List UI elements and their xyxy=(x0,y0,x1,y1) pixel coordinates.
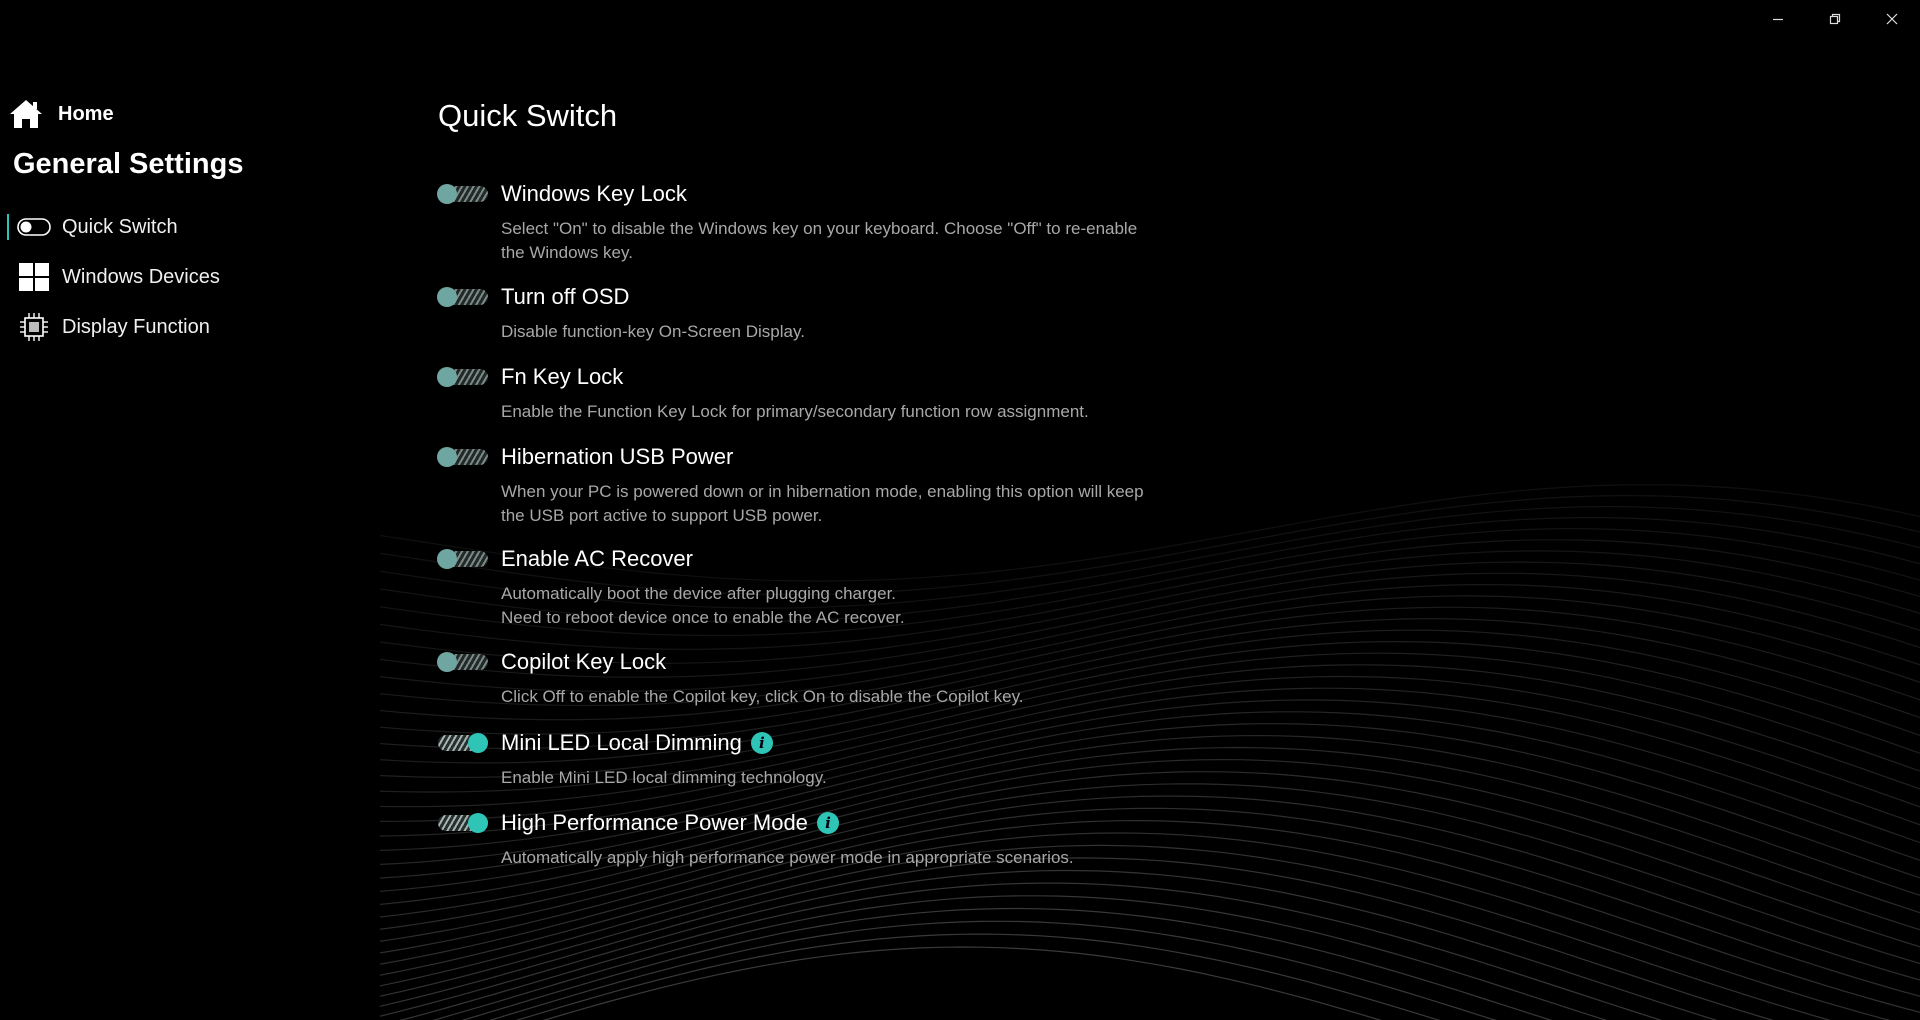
setting-title: Copilot Key Lock xyxy=(501,649,667,674)
setting-description: Click Off to enable the Copilot key, click On to disable the Copilot key. xyxy=(501,687,1024,706)
setting-title: Fn Key Lock xyxy=(501,364,624,389)
setting-description: Enable the Function Key Lock for primary/secondary function row assignment. xyxy=(501,402,1089,421)
setting-description: Select "On" to disable the Windows key on your keyboard. Choose "Off" to re-enable the Windows key. xyxy=(501,219,1138,262)
setting-title: Turn off OSD xyxy=(501,284,630,309)
sidebar-item-display-function[interactable] xyxy=(0,302,400,352)
sidebar-item-quick-switch[interactable] xyxy=(0,202,400,252)
info-icon[interactable]: i xyxy=(817,812,839,834)
fn-key-lock-toggle[interactable] xyxy=(438,369,488,385)
setting-high-performance-power-mode xyxy=(438,808,1198,870)
home-label: Home xyxy=(58,102,114,125)
setting-turn-off-osd xyxy=(438,282,1198,344)
close-icon xyxy=(1886,13,1898,25)
hibernation-usb-power-toggle[interactable] xyxy=(438,449,488,465)
windows-icon xyxy=(17,263,51,291)
high-performance-power-mode-toggle[interactable] xyxy=(438,815,488,831)
setting-title: Windows Key Lock xyxy=(501,181,687,206)
home-icon xyxy=(8,98,44,130)
setting-description: Enable Mini LED local dimming technology. xyxy=(501,768,827,787)
chip-icon xyxy=(17,313,51,341)
setting-title: Enable AC Recover xyxy=(501,546,693,571)
sidebar xyxy=(0,0,400,1020)
minimize-icon xyxy=(1772,13,1784,25)
mini-led-local-dimming-toggle[interactable] xyxy=(438,735,488,751)
setting-windows-key-lock xyxy=(438,179,1198,265)
setting-mini-led-local-dimming xyxy=(438,728,1198,790)
enable-ac-recover-toggle[interactable] xyxy=(438,551,488,567)
sidebar-item-label: Windows Devices xyxy=(62,265,220,288)
setting-enable-ac-recover xyxy=(438,544,1198,630)
setting-description: Automatically apply high performance power mode in appropriate scenarios. xyxy=(501,848,1074,867)
copilot-key-lock-toggle[interactable] xyxy=(438,654,488,670)
restore-button[interactable] xyxy=(1806,0,1863,38)
minimize-button[interactable] xyxy=(1749,0,1806,38)
section-title: General Settings xyxy=(13,148,244,180)
setting-hibernation-usb-power xyxy=(438,442,1198,528)
sidebar-item-label: Quick Switch xyxy=(62,215,178,238)
setting-title: Mini LED Local Dimming xyxy=(501,730,742,755)
window-controls xyxy=(1749,0,1920,38)
restore-icon xyxy=(1829,13,1841,25)
info-icon[interactable]: i xyxy=(751,732,773,754)
setting-description: Disable function-key On-Screen Display. xyxy=(501,322,805,341)
setting-title: High Performance Power Mode xyxy=(501,810,808,835)
setting-fn-key-lock xyxy=(438,362,1198,424)
sidebar-item-windows-devices[interactable] xyxy=(0,252,400,302)
windows-key-lock-toggle[interactable] xyxy=(438,186,488,202)
page-title: Quick Switch xyxy=(438,98,618,133)
setting-description: When your PC is powered down or in hibernation mode, enabling this option will keep the USB port active to support USB power. xyxy=(501,482,1144,525)
home-button[interactable] xyxy=(8,98,114,130)
sidebar-nav xyxy=(0,202,400,352)
setting-title: Hibernation USB Power xyxy=(501,444,734,469)
close-button[interactable] xyxy=(1863,0,1920,38)
setting-description: Automatically boot the device after plugging charger. Need to reboot device once to enable the AC recover. xyxy=(501,584,905,627)
setting-copilot-key-lock xyxy=(438,647,1198,709)
sidebar-item-label: Display Function xyxy=(62,315,210,338)
turn-off-osd-toggle[interactable] xyxy=(438,289,488,305)
toggle-icon xyxy=(17,213,51,241)
